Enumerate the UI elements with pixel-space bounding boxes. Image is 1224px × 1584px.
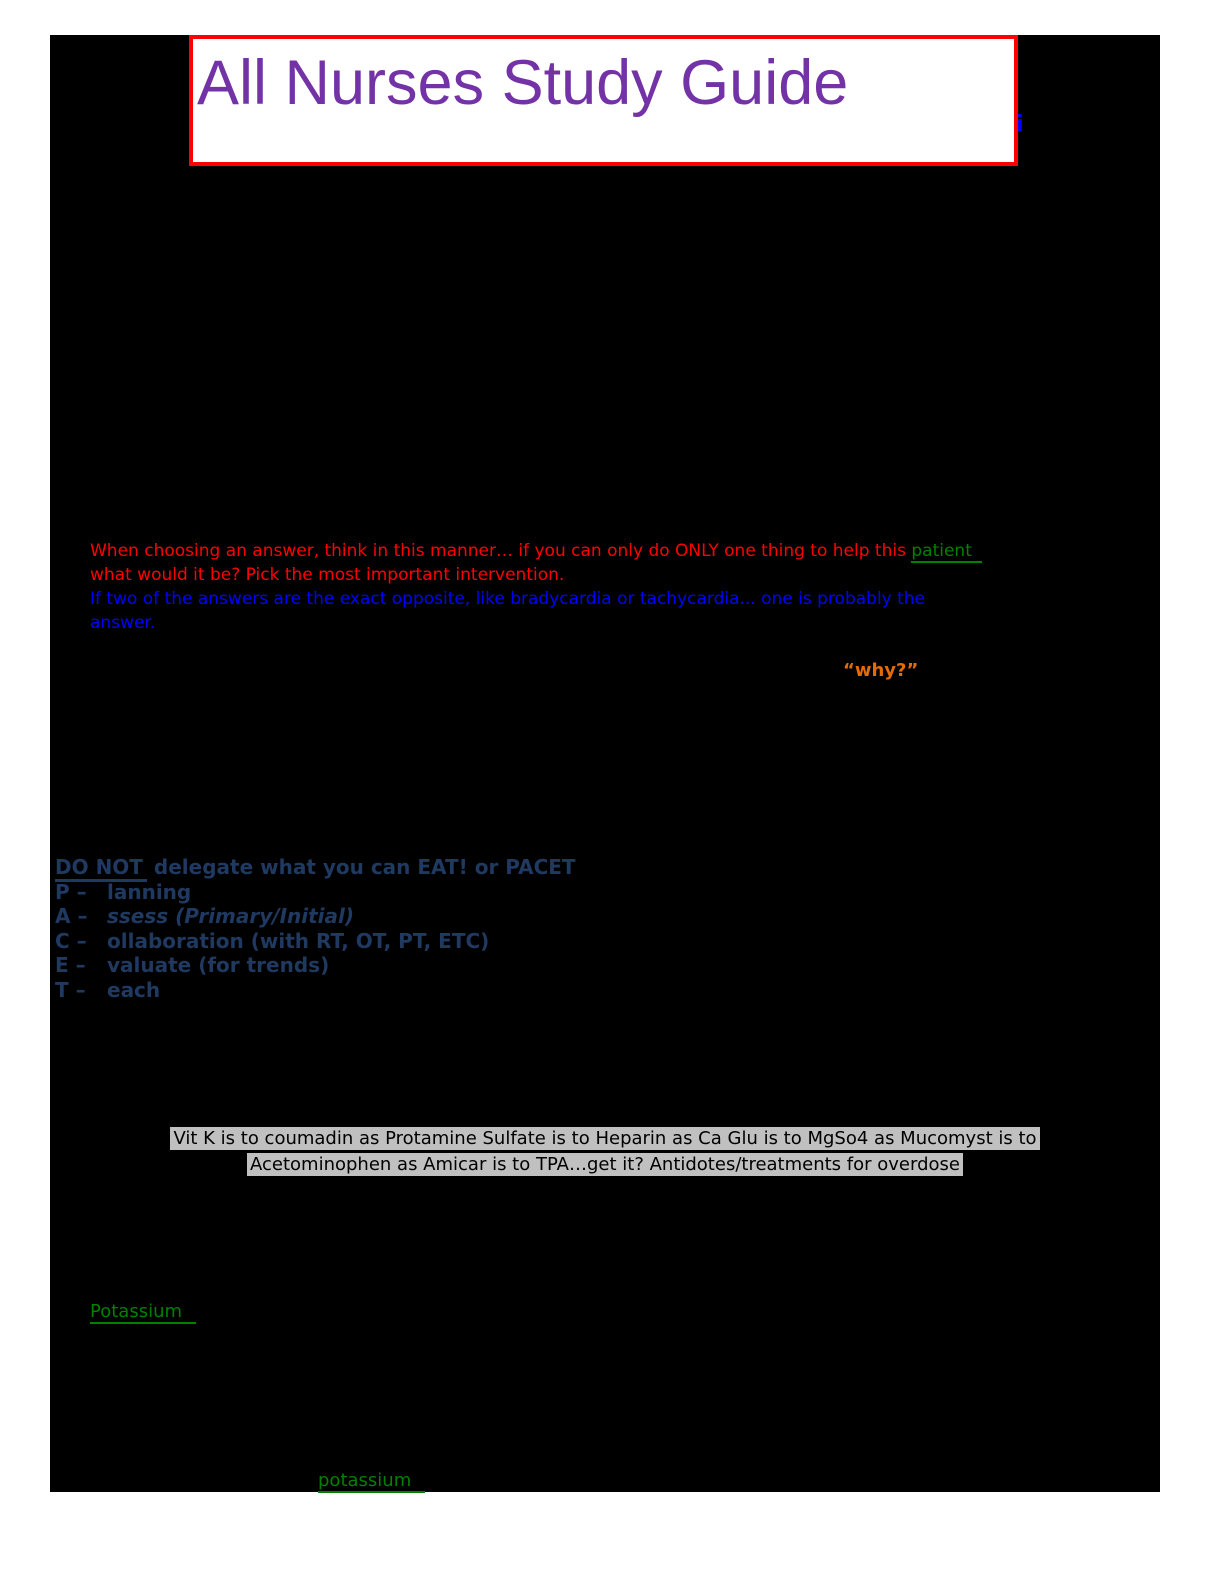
mnemonic-item-t (55, 978, 576, 1003)
tip-line-2 (90, 563, 1170, 587)
tip-red-text-2: what would it be? Pick the most important intervention. (90, 565, 565, 585)
antidotes-line-2 (50, 1152, 1160, 1178)
patient-link[interactable]: patient (911, 541, 982, 563)
potassium-link-upper[interactable]: Potassium (90, 1301, 196, 1324)
mnemonic-letter-p: P – (55, 879, 87, 904)
delegation-heading-rest: delegate what you can EAT! or PACET (146, 855, 576, 879)
mnemonic-word-a: ssess (Primary/Initial) (107, 904, 355, 929)
antidotes-highlighted-text-1: Vit K is to coumadin as Protamine Sulfate is to Heparin as Ca Glu is to MgSo4 as Mucomyst is to (170, 1127, 1039, 1150)
mnemonic-word-e: valuate (for trends) (107, 953, 330, 978)
mnemonic-word-t: each (107, 977, 161, 1002)
delegation-mnemonic (55, 855, 576, 1003)
document-black-background (50, 35, 1160, 1492)
tip-red-text-1: When choosing an answer, think in this manner… if you can only do ONLY one thing to help this (90, 541, 912, 561)
mnemonic-item-a (55, 904, 576, 929)
mnemonic-letter-e: E – (55, 953, 86, 978)
tip-blue-text-1: If two of the answers are the exact opposite, like bradycardia or tachycardia... one is probably the (90, 589, 926, 609)
answer-strategy-tips (90, 539, 1170, 635)
mnemonic-letter-c: C – (55, 928, 87, 953)
tip-line-1 (90, 539, 1170, 563)
title-banner (189, 35, 1018, 166)
mnemonic-item-e (55, 953, 576, 978)
mnemonic-item-p (55, 880, 576, 905)
potassium-link-lower[interactable]: potassium (318, 1470, 425, 1493)
delegation-heading-do-not: DO NOT (55, 855, 147, 882)
mnemonic-word-p: lanning (107, 879, 192, 904)
document-title: All Nurses Study Guide (197, 48, 849, 118)
mnemonic-word-c: ollaboration (with RT, OT, PT, ETC) (107, 928, 490, 953)
tip-line-4 (90, 611, 1170, 635)
antidotes-highlight-block (50, 1126, 1160, 1178)
mnemonic-letter-a: A – (55, 904, 88, 929)
antidotes-highlighted-text-2: Acetominophen as Amicar is to TPA…get it? Antidotes/treatments for overdose (247, 1153, 963, 1176)
why-quote: “why?” (843, 660, 919, 681)
delegation-heading (55, 855, 576, 880)
tip-blue-text-2: answer. (90, 613, 156, 633)
antidotes-line-1 (50, 1126, 1160, 1152)
tip-line-3 (90, 587, 1170, 611)
mnemonic-letter-t: T – (55, 977, 86, 1002)
mnemonic-item-c (55, 929, 576, 954)
stray-blue-character: i (1016, 112, 1024, 137)
